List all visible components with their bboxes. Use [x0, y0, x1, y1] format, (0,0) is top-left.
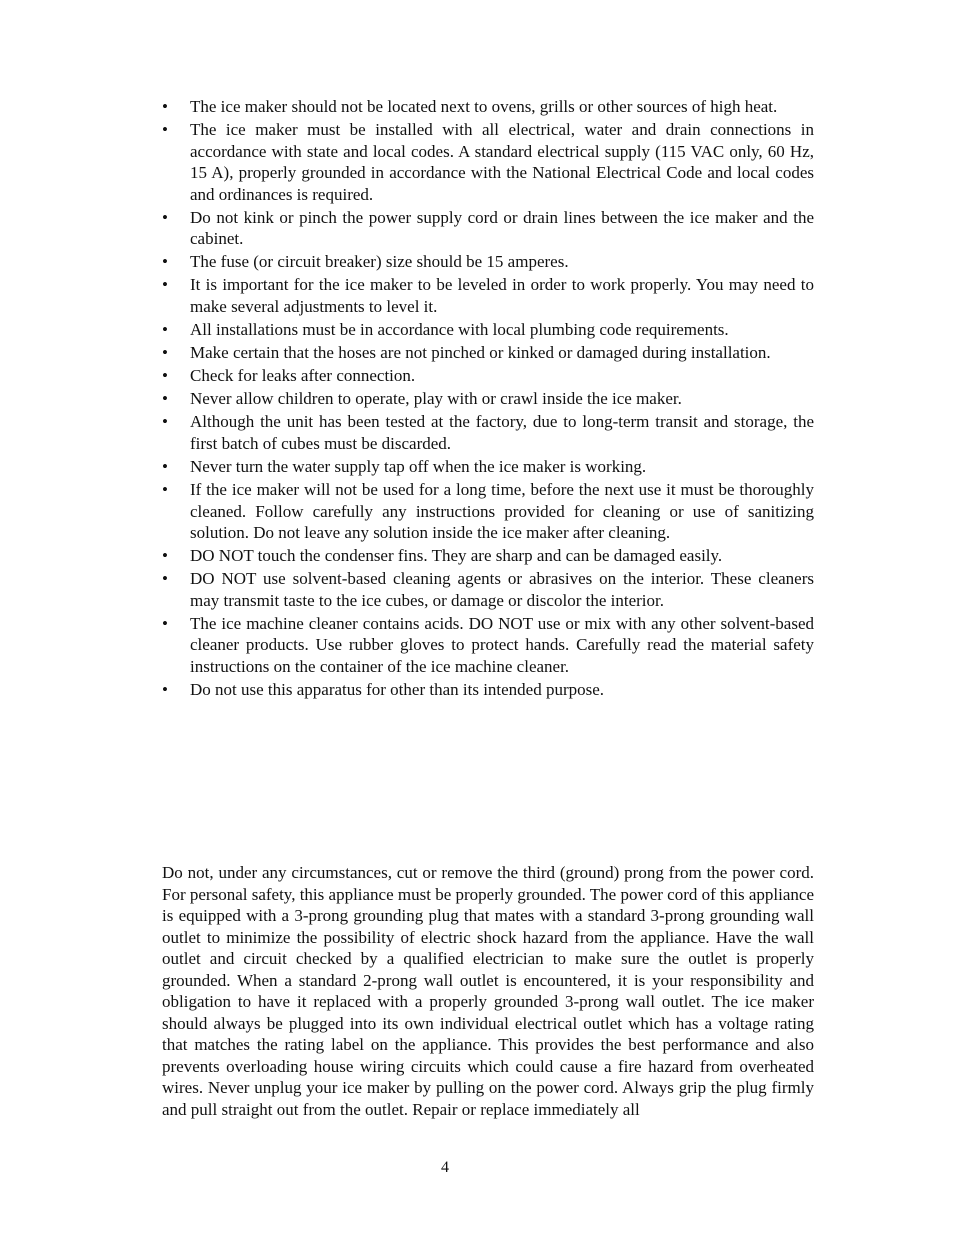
bullet-icon: • [162, 343, 168, 363]
list-item [162, 119, 814, 205]
list-item-text: DO NOT use solvent-based cleaning agents or abrasives on the interior. These cleaners may transmit taste to the ice cubes, or damage or discolor the interior. [190, 569, 814, 610]
bullet-icon: • [162, 275, 168, 295]
list-item [162, 251, 814, 273]
list-item-text: DO NOT touch the condenser fins. They are sharp and can be damaged easily. [190, 546, 723, 566]
list-item [162, 388, 814, 410]
list-item [162, 96, 814, 118]
list-item [162, 679, 814, 701]
bullet-icon: • [162, 252, 168, 272]
list-item [162, 613, 814, 678]
grounding-paragraph: Do not, under any circumstances, cut or remove the third (ground) prong from the power cord. For personal safety, this appliance must be properly grounded. The power cord of this appliance is equipped with a 3-prong grounding plug that mates with a standard 3-prong grounding wall outlet to minimize the possibility of electric shock hazard from the appliance. Have the wall outlet and circuit checked by a qualified electrician to make sure the outlet is properly grounded. When a standard 2-prong wall outlet is encountered, it is your responsibility and obligation to have it replaced with a properly grounded 3-prong wall outlet. The ice maker should always be plugged into its own individual electrical outlet which has a voltage rating that matches the rating label on the appliance. This provides the best performance and also prevents overloading house wiring circuits which could cause a fire hazard from overheated wires. Never unplug your ice maker by pulling on the power cord. Always grip the plug firmly and pull straight out from the outlet. Repair or replace immediately all [162, 863, 814, 1119]
bullet-icon: • [162, 389, 168, 409]
bullet-icon: • [162, 366, 168, 386]
list-item-text: Never turn the water supply tap off when the ice maker is working. [190, 456, 647, 476]
list-item [162, 479, 814, 544]
list-item-text: Never allow children to operate, play with or crawl inside the ice maker. [190, 389, 682, 409]
list-item-text: Do not use this apparatus for other than its intended purpose. [190, 679, 605, 699]
list-item [162, 319, 814, 341]
list-item [162, 456, 814, 478]
installation-warnings-list [162, 96, 814, 702]
list-item-text: All installations must be in accordance with local plumbing code requirements. [190, 319, 729, 339]
list-item-text: Do not kink or pinch the power supply cord or drain lines between the ice maker and the cabinet. [190, 207, 814, 249]
list-item-text: The ice maker should not be located next to ovens, grills or other sources of high heat. [190, 97, 778, 116]
list-item-text: Make certain that the hoses are not pinched or kinked or damaged during installation. [190, 343, 771, 363]
list-item-text: The ice maker must be installed with all electrical, water and drain connections in accordance with state and local codes. A standard electrical supply (115 VAC only, 60 Hz, 15 A), properly grounded in accordance with the National Electrical Code and local codes and ordinances is required. [190, 120, 814, 204]
list-item [162, 342, 814, 364]
list-item-text: Check for leaks after connection. [190, 366, 416, 386]
bullet-icon: • [162, 546, 168, 566]
list-item [162, 274, 814, 317]
list-item-text: If the ice maker will not be used for a long time, before the next use it must be thoroughly cleaned. Follow carefully any instructions provided for cleaning or use of sanitizing solution. Do not leave any solution inside the ice maker after cleaning. [190, 480, 814, 543]
list-item [162, 545, 814, 567]
bullet-icon: • [162, 613, 168, 633]
bullet-icon: • [162, 569, 168, 589]
bullet-icon: • [162, 97, 168, 116]
list-item-text: The fuse (or circuit breaker) size should be 15 amperes. [190, 252, 569, 272]
list-item-text: Although the unit has been tested at the factory, due to long-term transit and storage, the first batch of cubes must be discarded. [190, 412, 814, 453]
list-item [162, 207, 814, 250]
bullet-icon: • [162, 456, 168, 476]
bullet-icon: • [162, 207, 168, 227]
list-item [162, 365, 814, 387]
bullet-icon: • [162, 480, 168, 500]
list-item-text: It is important for the ice maker to be leveled in order to work properly. You may need to make several adjustments to level it. [190, 275, 814, 316]
list-item [162, 568, 814, 611]
bullet-icon: • [162, 679, 168, 699]
bullet-icon: • [162, 319, 168, 339]
list-item-text: The ice machine cleaner contains acids. DO NOT use or mix with any other solvent-based cleaner products. Use rubber gloves to protect hands. Carefully read the material safety instructions on the container of the ice machine cleaner. [190, 613, 814, 676]
list-item [162, 411, 814, 454]
bullet-icon: • [162, 120, 168, 140]
page-number: 4 [441, 1159, 449, 1176]
bullet-icon: • [162, 412, 168, 432]
